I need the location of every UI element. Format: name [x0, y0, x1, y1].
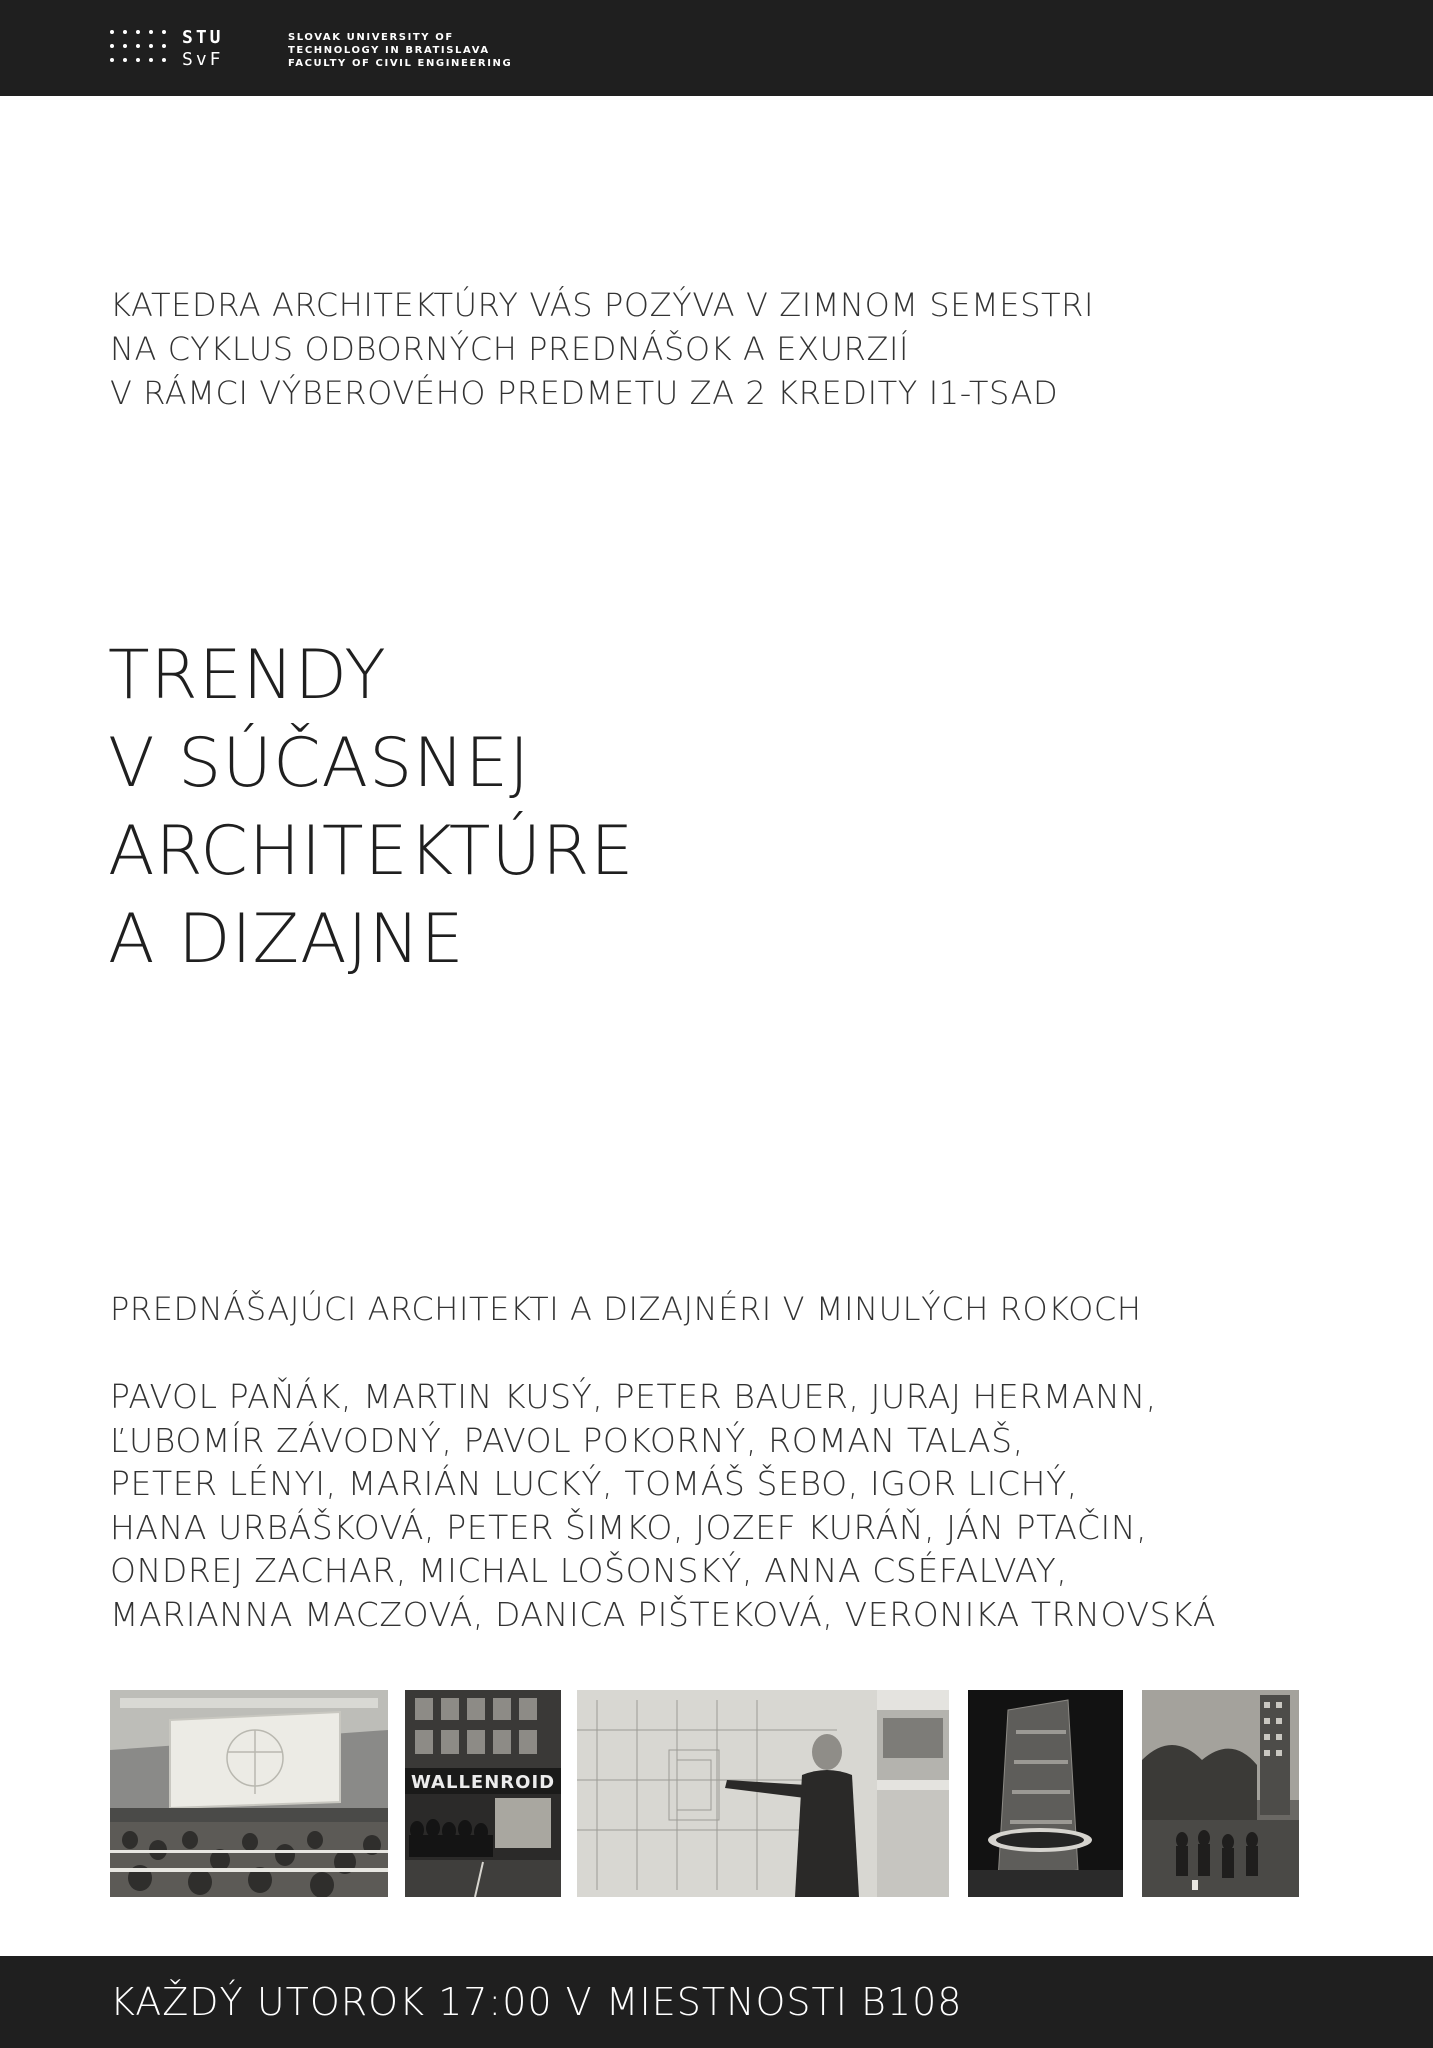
lecturers-line: MARIANNA MACZOVÁ, DANICA PIŠTEKOVÁ, VERONIKA TRNOVSKÁ [110, 1594, 1217, 1634]
invitation-text [110, 283, 1260, 415]
title-line: TRENDY [108, 636, 387, 715]
header-bar [0, 0, 1433, 96]
invitation-line: NA CYKLUS ODBORNÝCH PREDNÁŠOK A EXURZIÍ [110, 330, 910, 368]
institution-name [288, 31, 512, 70]
photo-night-tower [968, 1690, 1123, 1897]
logo-stu-text: STU [182, 27, 224, 48]
lecturers-line: PETER LÉNYI, MARIÁN LUCKÝ, TOMÁŠ ŠEBO, IGOR LICHÝ, [110, 1464, 1078, 1503]
photo-presenter [577, 1690, 949, 1897]
photo-lecture-hall [110, 1690, 388, 1897]
title-line: ARCHITEKTÚRE [108, 812, 635, 891]
schedule-text: KAŽDÝ UTOROK 17:00 V MIESTNOSTI B108 [110, 1980, 963, 2024]
photo-night-street [405, 1690, 561, 1897]
poster-title [108, 632, 634, 984]
institution-line: FACULTY OF CIVIL ENGINEERING [288, 58, 513, 69]
lecturers-heading: PREDNÁŠAJÚCI ARCHITEKTI A DIZAJNÉRI V MINULÝCH ROKOCH [110, 1290, 1142, 1328]
title-line: V SÚČASNEJ [108, 724, 531, 803]
lecturers-list [110, 1375, 1216, 1636]
invitation-line: KATEDRA ARCHITEKTÚRY VÁS POZÝVA V ZIMNOM SEMESTRI [110, 286, 1095, 324]
logo-svf-text: SvF [182, 49, 224, 70]
lecturers-line: PAVOL PAŇÁK, MARTIN KUSÝ, PETER BAUER, JURAJ HERMANN, [110, 1377, 1157, 1416]
logo-dot-grid-icon [110, 30, 166, 68]
lecturers-line: HANA URBÁŠKOVÁ, PETER ŠIMKO, JOZEF KURÁŇ, JÁN PTAČIN, [110, 1507, 1148, 1547]
footer-bar [0, 1956, 1433, 2048]
stu-svf-logo [110, 28, 240, 72]
invitation-line: V RÁMCI VÝBEROVÉHO PREDMETU ZA 2 KREDITY I1-TSAD [110, 374, 1059, 412]
lecturers-line: ĽUBOMÍR ZÁVODNÝ, PAVOL POKORNÝ, ROMAN TALAŠ, [110, 1420, 1024, 1460]
lecturers-line: ONDREJ ZACHAR, MICHAL LOŠONSKÝ, ANNA CSÉFALVAY, [110, 1551, 1068, 1590]
title-line: A DIZAJNE [108, 900, 465, 979]
storefront-sign: WALLENROID [411, 1772, 556, 1793]
photo-evening-walk [1142, 1690, 1299, 1897]
institution-line: SLOVAK UNIVERSITY OF [288, 32, 454, 43]
institution-line: TECHNOLOGY IN BRATISLAVA [288, 45, 490, 56]
